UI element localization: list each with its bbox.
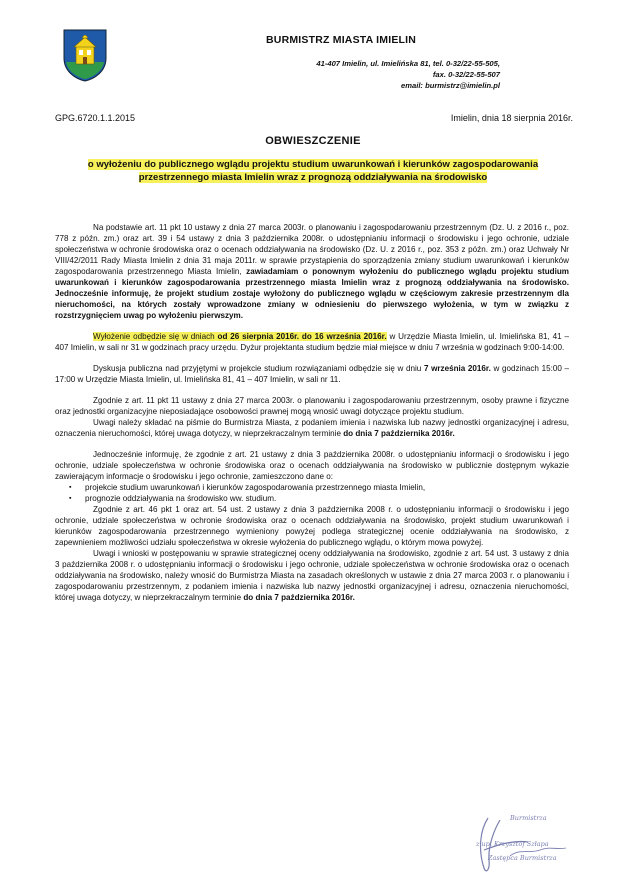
issuer-fax: fax. 0-32/22-55-507: [432, 70, 500, 79]
discussion-date: 7 września 2016r.: [423, 364, 491, 373]
stamp-line: Burmistrza: [510, 814, 547, 822]
paragraph-text: w Urzędzie Miasta Imielin, ul. Imielińska 81, 41 – 407 Imielin, w sali nr 31 w godzinach pracy urzędu. Dyżur projektanta studium będzie miał miejsce w dniu 7 września w godzinach 9:00-14:00.: [55, 332, 569, 352]
imielin-coat-of-arms-icon: [62, 28, 108, 82]
paragraph-comments-right: Zgodnie z art. 11 pkt 11 ustawy z dnia 27 marca 2003r. o planowaniu i zagospodarowaniu przestrzennym, osoby prawne i fizyczne oraz jednostki organizacyjne nieposiadające osobowości prawnej mogą wnosić uwagi dotyczące projektu studium.: [55, 396, 569, 416]
paragraph-exhibition-dates: [55, 331, 569, 353]
paragraph-text: Dyskusja publiczna nad przyjętymi w projekcie studium rozwiązaniami odbędzie się w dniu: [93, 364, 424, 373]
paragraph-comments-deadline: [55, 417, 569, 439]
exhibition-period: od 26 sierpnia 2016r. do 16 września 2016r.: [217, 332, 387, 341]
issuer-contact: [234, 58, 500, 91]
signature-stamp: [470, 810, 580, 880]
paragraph-bold-text: zawiadamiam o ponownym wyłożeniu do publicznego wglądu projektu studium uwarunkowań i kierunków zagospodarowania przestrzennego miasta Imielin wraz z prognozą oddziaływania na środowisko. Jednocześnie informuję, że projekt studium zostaje wyłożony do publicznego wglądu w częściowym zakresie przestrzennym dla nieruchomości, na których zostały wprowadzone zmiany w odniesieniu do pierwszego wyłożenia, w tym w związku z rozstrzygnięciem uwag po wyłożeniu pierwszym.: [55, 267, 569, 320]
paragraph-text: Uwagi należy składać na piśmie do Burmistrza Miasta, z podaniem imienia i nazwiska lub nazwy jednostki organizacyjnej i adresu, oznaczenia nieruchomości, której uwaga dotyczy, w nieprzekraczalnym terminie: [55, 418, 569, 438]
issuer-title: BURMISTRZ MIASTA IMIELIN: [266, 34, 417, 46]
paragraph-strategic-assessment: Zgodnie z art. 46 pkt 1 oraz art. 54 ust. 2 ustawy z dnia 3 października 2008 r. o udostępnianiu informacji o środowisku i jego ochronie, udziale społeczeństwa w ochronie środowiska oraz o ocenach oddziaływania na środowisko, projekt studium uwarunkowań i kierunków zagospodarowania przestrzennego wymieniony powyżej podlega strategicznej ocenie oddziaływania na środowisko, z zapewnieniem możliwości udziału społeczeństwa w okresie wyłożenia do publicznego wglądu, o którym mowa powyżej.: [55, 505, 569, 547]
list-item: ▪ projekcie studium uwarunkowań i kierunków zagospodarowania przestrzennego miasta Imielin,: [69, 482, 569, 493]
stamp-line: Zastępca Burmistrza: [488, 854, 557, 862]
highlighted-dates: [93, 332, 387, 341]
document-heading: OBWIESZCZENIE: [265, 135, 361, 147]
stamp-line: z up. Krzysztof Szłapa: [476, 840, 549, 848]
subject-text: o wyłożeniu do publicznego wglądu projektu studium uwarunkowań i kierunków zagospodarowania przestrzennego miasta Imielin wraz z prognozą oddziaływania na środowisko: [87, 159, 539, 183]
document-body: [55, 222, 569, 603]
paragraph-assessment-comments: [55, 548, 569, 603]
paragraph-public-register: Jednocześnie informuję, że zgodnie z art. 21 ustawy z dnia 3 października 2008r. o udostępnianiu informacji o środowisku i jego ochronie, udziale społeczeństwa w ochronie środowiska oraz o ocenach oddziaływania na środowisko w publicznie dostępnym wykazie zawierającym informacje o środowisku i jego ochronie, zamieszczono dane o:: [55, 450, 569, 481]
paragraph-text: w godzinach 15:00 – 17:00 w Urzędzie Miasta Imielin, ul. Imielińska 81, 41 – 407 Imielin, w sali nr 11.: [55, 364, 569, 384]
paragraph-public-discussion: [55, 363, 569, 385]
document-subject: [78, 159, 548, 184]
reference-number: GPG.6720.1.1.2015: [55, 113, 136, 123]
paragraph-legal-basis: [55, 222, 569, 321]
issuer-email: email: burmistrz@imielin.pl: [401, 81, 500, 90]
assessment-deadline: do dnia 7 października 2016r.: [243, 593, 355, 602]
comments-deadline: do dnia 7 października 2016r.: [343, 429, 455, 438]
register-list: [55, 482, 569, 504]
paragraph-text: Wyłożenie odbędzie się w dniach: [93, 332, 218, 341]
paragraph-text: Na podstawie art. 11 pkt 10 ustawy z dnia 27 marca 2003r. o planowaniu i zagospodarowaniu przestrzennym (Dz. U. z 2016 r., poz. 778 z późn. zm.) oraz art. 39 i 54 ustawy z dnia 3 października 2008r. o udostępnianiu informacji o środowisku i jego ochronie, udziale społeczeństwa w ochronie środowiska oraz o ocenach oddziaływania na środowisko (Dz. U. z 2016 r., poz. 353 z późn. zm.) oraz Uchwały Nr VIII/42/2011 Rady Miasta Imielin z dnia 31 maja 2011r. w sprawie przystąpienia do sporządzenia zmiany studium uwarunkowań i kierunków zagospodarowania przestrzennego Miasta Imielin,: [55, 223, 569, 276]
issuer-address: 41-407 Imielin, ul. Imielińska 81, tel. 0-32/22-55-505,: [316, 59, 500, 68]
list-item: ▪ prognozie oddziaływania na środowisko ww. studium.: [69, 493, 569, 504]
document-date: Imielin, dnia 18 sierpnia 2016r.: [450, 113, 573, 123]
paragraph-text: Uwagi i wnioski w postępowaniu w sprawie strategicznej oceny oddziaływania na środowisko, zgodnie z art. 54 ust. 3 ustawy z dnia 3 października 2008 r. o udostępnianiu informacji o środowisku i jego ochronie, udziale społeczeństwa w ochronie środowiska oraz o ocenach oddziaływania na środowisko, należy wnosić do Burmistrza Miasta na zasadach określonych w ustawie z dnia 27 marca 2003 r. o planowaniu i zagospodarowaniu przestrzennym, z podaniem imienia i nazwiska lub nazwy jednostki organizacyjnej i adresu, oznaczenia nieruchomości, której uwaga dotyczy, w nieprzekraczalnym terminie: [55, 549, 569, 602]
